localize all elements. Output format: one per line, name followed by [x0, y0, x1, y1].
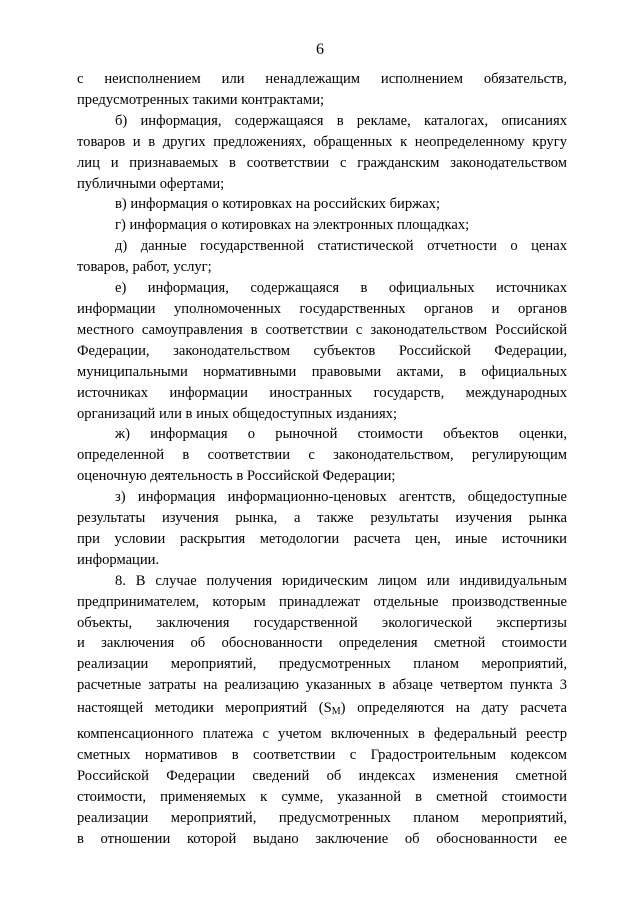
text-line: Российской Федерации сведений об индексах изменения сметной: [77, 768, 567, 784]
text-line: информации уполномоченных государственных органов и органов: [77, 300, 567, 317]
text-line: реализации мероприятий, предусмотренных планом мероприятий,: [77, 656, 567, 673]
text-line: стоимости, применяемых к сумме, указанной в сметной стоимости: [77, 788, 567, 805]
paragraph-v: [77, 194, 567, 215]
paragraph-b: [77, 111, 567, 195]
text-line: местного самоуправления в соответствии с законодательством Российской: [77, 321, 567, 338]
paragraph-continuation: [77, 69, 567, 111]
text-line: 8. В случае получения юридическим лицом или индивидуальным: [115, 572, 567, 589]
text-line: определенной в соответствии с законодательством, регулирующим: [77, 447, 567, 464]
text-line-with-formula: [77, 696, 567, 724]
text-line: сметных нормативов в соответствии с Градостроительным кодексом: [77, 747, 567, 764]
text-line: и заключения об обоснованности определения сметной стоимости: [77, 635, 567, 652]
text-line: предусмотренных такими контрактами;: [77, 91, 325, 108]
paragraph-d: [77, 236, 567, 278]
text-line: Федерации, законодательством субъектов Российской Федерации,: [77, 342, 567, 359]
text-line: товаров, работ, услуг;: [77, 259, 212, 276]
text-line: в отношении которой выдано заключение об обоснованности ее: [77, 830, 567, 847]
text-line: товаров и в других предложениях, обращенных к неопределенному кругу: [77, 133, 567, 150]
text-line: реализации мероприятий, предусмотренных планом мероприятий,: [77, 809, 567, 826]
text-line: компенсационного платежа с учетом включенных в федеральный реестр: [77, 726, 567, 743]
text-line: организаций или в иных общедоступных изданиях;: [77, 405, 398, 422]
text-fragment: ) определяются на дату расчета: [340, 700, 567, 717]
text-line: информации.: [77, 551, 160, 568]
text-line: г) информация о котировках на электронных площадках;: [115, 217, 470, 234]
text-line: ж) информация о рыночной стоимости объектов оценки,: [115, 426, 567, 443]
text-line: публичными офертами;: [77, 175, 225, 192]
text-line: результаты изучения рынка, а также результаты изучения рынка: [77, 510, 567, 527]
text-line: оценочную деятельность в Российской Федерации;: [77, 468, 396, 485]
paragraph-8: [77, 571, 567, 850]
text-line: муниципальными нормативными правовыми актами, в официальных: [77, 363, 567, 380]
text-line: б) информация, содержащаяся в рекламе, каталогах, описаниях: [115, 112, 567, 129]
text-line: в) информация о котировках на российских биржах;: [115, 196, 441, 213]
text-line: лиц и признаваемых в соответствии с гражданским законодательством: [77, 154, 567, 171]
paragraph-zh: [77, 424, 567, 487]
page-number: 6: [316, 41, 324, 58]
formula-subscript: M: [331, 706, 341, 718]
text-line: с неисполнением или ненадлежащим исполнением обязательств,: [77, 71, 567, 87]
paragraph-g: [77, 215, 567, 236]
text-line: е) информация, содержащаяся в официальных источниках: [115, 280, 567, 297]
text-line: при условии раскрытия методологии расчета цен, иные источники: [77, 530, 567, 547]
text-fragment: настоящей методики мероприятий (S: [77, 700, 332, 717]
text-line: предпринимателем, которым принадлежат отдельные производственные: [77, 593, 567, 610]
paragraph-z: [77, 487, 567, 571]
paragraph-e: [77, 278, 567, 424]
document-body: [77, 69, 567, 850]
text-line: з) информация информационно-ценовых агентств, общедоступные: [115, 489, 567, 506]
text-line: источниках информации иностранных государств, международных: [77, 384, 567, 401]
text-line: объекты, заключения государственной экологической экспертизы: [77, 614, 567, 631]
text-line: д) данные государственной статистической отчетности о ценах: [115, 238, 567, 255]
text-line: расчетные затраты на реализацию указанных в абзаце четвертом пункта 3: [77, 677, 567, 694]
